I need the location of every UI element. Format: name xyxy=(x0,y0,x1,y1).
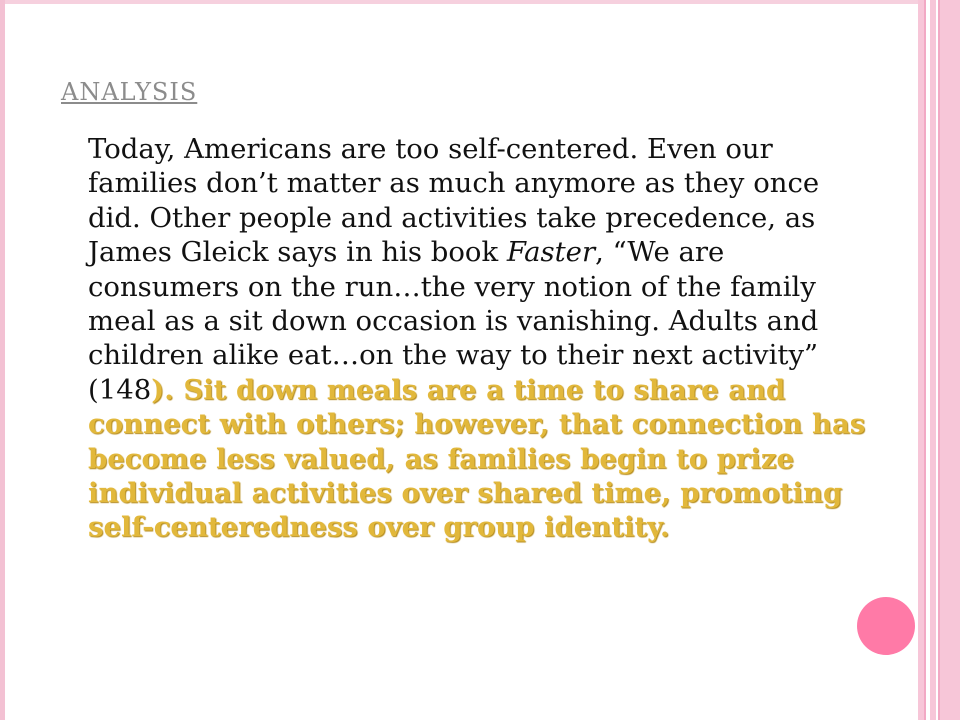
stripe xyxy=(930,0,936,720)
slide-title: ANALYSIS xyxy=(61,78,198,106)
stripe xyxy=(940,0,960,720)
top-border xyxy=(0,0,960,4)
stripe-line xyxy=(924,0,926,720)
pink-circle-decoration xyxy=(857,597,915,655)
paragraph-quote-text: , “We are consumers on the run…the very notion of the family meal as a sit down occasion is vanishing. Adults and children alike eat…on the way to their next activity” (148 xyxy=(88,236,819,406)
book-title: Faster xyxy=(506,236,596,269)
highlighted-analysis-text: ). Sit down meals are a time to share and connect with others; however, that connection has become less valued, as families begin to prize individual activities over shared time, promoting self-centeredness over group identity. xyxy=(88,373,866,544)
right-decorative-stripes xyxy=(918,0,960,720)
left-border xyxy=(0,0,5,720)
paragraph-intro-text: Today, Americans are too self-centered. Even our families don’t matter as much anymore as they once did. Other people and activities take precedence, as James Gleick says in his book xyxy=(88,133,820,269)
analysis-paragraph xyxy=(88,132,868,545)
